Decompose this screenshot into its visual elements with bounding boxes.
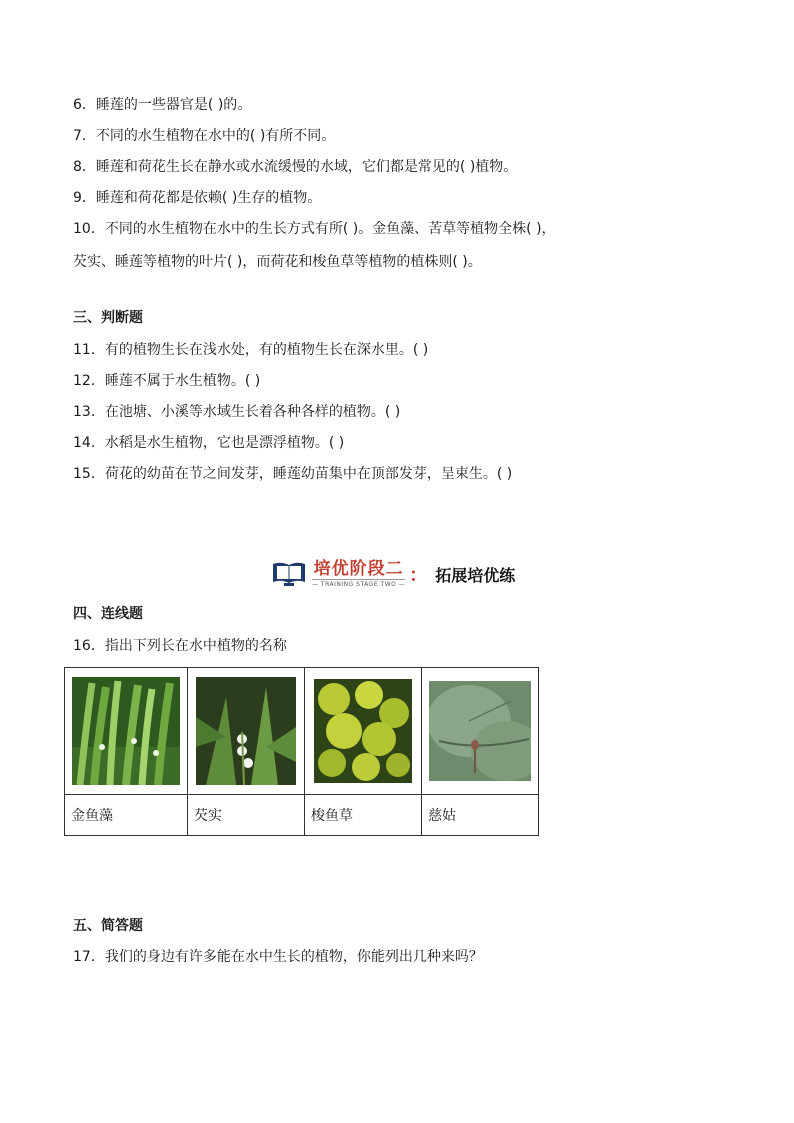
plant-photo-cell-3 [305, 668, 422, 795]
plant-photo-3 [314, 679, 412, 783]
banner-topic: 拓展培优练 [435, 565, 516, 585]
book-screen-icon [272, 560, 306, 588]
banner-title: 培优阶段二 [313, 559, 404, 579]
plant-name-1: 金鱼藻 [65, 795, 188, 836]
section-3-title: 三、判断题 [73, 310, 143, 326]
question-6: 6．睡莲的一些器官是( )的。 [73, 97, 252, 113]
question-17: 17．我们的身边有许多能在水中生长的植物，你能列出几种来吗？ [73, 949, 483, 965]
section-5-title: 五、简答题 [73, 918, 143, 934]
plant-matching-table [64, 667, 539, 836]
plant-name-2: 芡实 [188, 795, 305, 836]
banner-colon: ： [409, 565, 428, 586]
question-8: 8．睡莲和荷花生长在静水或水流缓慢的水域，它们都是常见的( )植物。 [73, 159, 518, 175]
question-10-line-2: 芡实、睡莲等植物的叶片( )，而荷花和梭鱼草等植物的植株则( )。 [73, 254, 482, 270]
plant-name-3: 梭鱼草 [305, 795, 422, 836]
plant-photo-cell-1 [65, 668, 188, 795]
question-16: 16．指出下列长在水中植物的名称 [73, 638, 287, 654]
banner-subtitle: — TRAINING STAGE TWO — [312, 581, 406, 588]
plant-photo-2 [196, 677, 296, 785]
plant-photo-cell-4 [422, 668, 539, 795]
question-15: 15．荷花的幼苗在节之间发芽，睡莲幼苗集中在顶部发芽，呈束生。( ) [73, 466, 513, 482]
question-7: 7．不同的水生植物在水中的( )有所不同。 [73, 128, 336, 144]
section-4-title: 四、连线题 [73, 606, 143, 622]
question-11: 11．有的植物生长在浅水处，有的植物生长在深水里。( ) [73, 342, 429, 358]
stage-banner [272, 558, 515, 590]
plant-photo-4 [429, 681, 531, 781]
question-13: 13．在池塘、小溪等水域生长着各种各样的植物。( ) [73, 404, 401, 420]
question-9: 9．睡莲和荷花都是依赖( )生存的植物。 [73, 190, 322, 206]
plant-photo-cell-2 [188, 668, 305, 795]
plant-name-4: 慈姑 [422, 795, 539, 836]
question-14: 14．水稻是水生植物，它也是漂浮植物。( ) [73, 435, 345, 451]
question-10-line-1: 10．不同的水生植物在水中的生长方式有所( )。金鱼藻、苦草等植物全株( )， [73, 221, 556, 237]
plant-photo-1 [72, 677, 180, 785]
question-12: 12．睡莲不属于水生植物。( ) [73, 373, 261, 389]
